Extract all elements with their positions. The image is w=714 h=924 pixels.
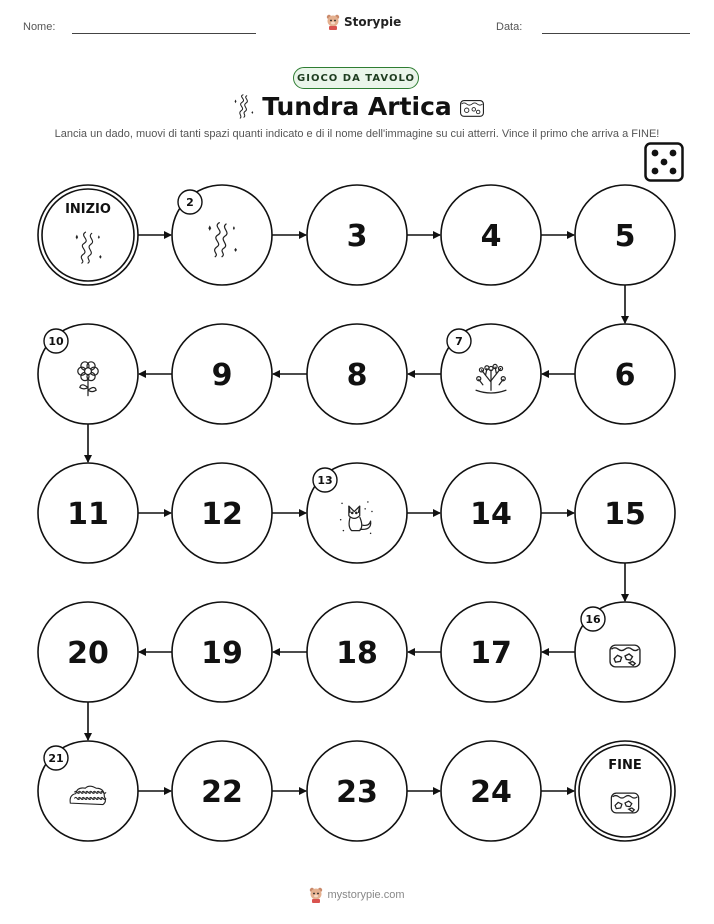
board-space — [38, 741, 138, 841]
name-label: Nome: — [23, 21, 56, 33]
board-space — [172, 463, 272, 563]
board-space — [441, 463, 541, 563]
space-number: 10 — [48, 335, 64, 348]
space-number: 12 — [201, 497, 243, 532]
space-number: 14 — [470, 497, 512, 532]
board-space — [575, 185, 675, 285]
brand-name: Storypie — [344, 15, 402, 29]
space-number: 7 — [455, 335, 463, 348]
space-number: 20 — [67, 636, 109, 671]
space-label: FINE — [608, 758, 642, 773]
space-number: 13 — [317, 474, 333, 487]
space-number: 17 — [470, 636, 512, 671]
space-number: 16 — [585, 613, 601, 626]
page-title: Tundra Artica — [262, 92, 452, 121]
board-space — [441, 324, 541, 424]
board-space — [575, 324, 675, 424]
space-number: 23 — [336, 775, 378, 810]
space-number: 2 — [186, 196, 194, 209]
instructions: Lancia un dado, muovi di tanti spazi quanti indicato e di il nome dell'immagine su cui atterri. Vince il primo che arriva a FINE! — [54, 128, 660, 140]
board-space — [172, 602, 272, 702]
space-number: 22 — [201, 775, 243, 810]
space-number: 11 — [67, 497, 109, 532]
board-space — [172, 741, 272, 841]
board-space — [172, 185, 272, 285]
board-space — [38, 463, 138, 563]
board-space — [441, 185, 541, 285]
space-number: 5 — [614, 219, 636, 254]
board-space — [441, 602, 541, 702]
board-space — [38, 324, 138, 424]
finish-space — [575, 741, 675, 841]
date-label: Data: — [496, 21, 523, 33]
space-label: INIZIO — [65, 202, 111, 217]
space-number: 4 — [480, 219, 502, 254]
space-number: 9 — [211, 358, 233, 393]
footer-url: mystorypie.com — [327, 889, 405, 901]
board-space — [307, 741, 407, 841]
board-space — [307, 324, 407, 424]
board-space — [307, 185, 407, 285]
space-number: 19 — [201, 636, 243, 671]
space-number: 6 — [614, 358, 636, 393]
bear-logo-icon — [309, 887, 323, 903]
footer — [0, 887, 714, 903]
space-number: 24 — [470, 775, 512, 810]
board-space — [307, 463, 407, 563]
board-space — [38, 602, 138, 702]
game-type-badge: GIOCO DA TAVOLO — [293, 67, 419, 89]
space-number: 18 — [336, 636, 378, 671]
space-number: 15 — [604, 497, 646, 532]
board-space — [575, 463, 675, 563]
board-space — [172, 324, 272, 424]
space-number: 8 — [346, 358, 368, 393]
space-number: 3 — [346, 219, 368, 254]
start-space — [38, 185, 138, 285]
board-space — [575, 602, 675, 702]
space-number: 21 — [48, 752, 64, 765]
board-space — [307, 602, 407, 702]
board-space — [441, 741, 541, 841]
